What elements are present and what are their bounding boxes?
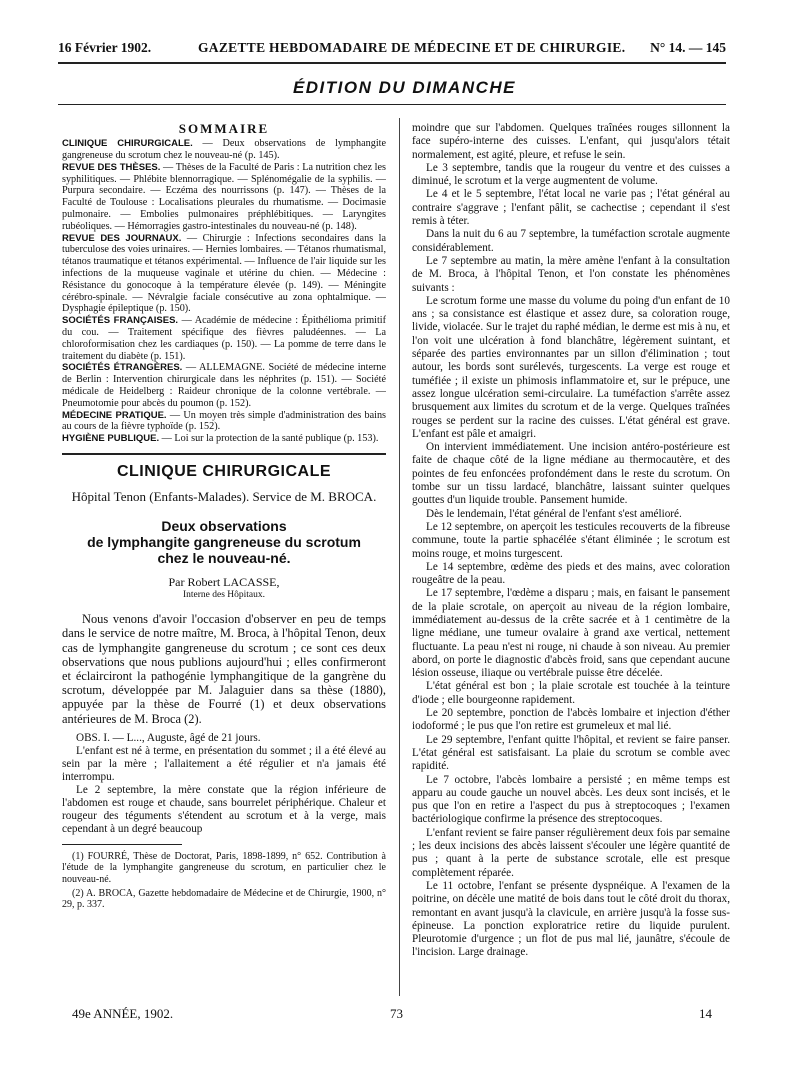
sommaire-entry: SOCIÉTÉS FRANÇAISES. — Académie de médecine : Épithélioma primitif du cou. — Traitement spécifique des fièvres paludéennes. — La chloroformisation chez les cardiaques (p. 150). — La pomme de terre dans le traitement du diabète (p. 151). — [62, 315, 387, 362]
footer-sheet: 14 — [699, 1006, 712, 1021]
article-title: Deux observations de lymphangite gangreneuse du scrotum chez le nouveau-né. — [87, 517, 361, 566]
sommaire-entry: MÉDECINE PRATIQUE. — Un moyen très simple d'administration des bains au cours de la fièvre typhoïde (p. 152). — [62, 409, 387, 433]
body-paragraph: Le 20 septembre, ponction de l'abcès lombaire et injection d'éther iodoformé ; le pus que l'on retire est grumeleux et mal lié. — [412, 707, 730, 733]
body-paragraph: Le 3 septembre, tandis que la rougeur du ventre et des cuisses a diminué, le scrotum et la verge augmentent de volume. — [412, 161, 730, 188]
body-paragraph: L'état général est bon ; la plaie scrotale est touchée à la teinture d'iode ; elle bourgeonne rapidement. — [412, 680, 730, 706]
body-paragraph: L'enfant revient se faire panser régulièrement deux fois par semaine ; les deux incisions des abcès laissent s'écouler une légère quantité de pus ; quant à la perte de substance scrotale, elle est presque complètement réparée. — [412, 826, 730, 879]
edition-rule — [58, 104, 726, 105]
footnote: (1) FOURRÉ, Thèse de Doctorat, Paris, 1898-1899, n° 652. Contribution à l'étude de la lymphangite gangreneuse du scrotum, en particulier chez le nouveau-né. — [62, 850, 386, 886]
body-paragraph: moindre que sur l'abdomen. Quelques traînées rouges sillonnent la face supéro-interne des cuisses. L'enfant, qui jusqu'alors tétait normalement, est agité, pleure, et refuse le sein. — [412, 122, 730, 161]
header-number: N° 14. — 145 — [650, 40, 726, 55]
author-role: Interne des Hôpitaux. — [182, 589, 266, 600]
body-paragraph: Le 14 septembre, œdème des pieds et des mains, avec coloration rougeâtre de la peau. — [412, 560, 730, 587]
body-paragraph: Le 29 septembre, l'enfant quitte l'hôpital, et revient se faire panser. L'état général est satisfaisant. La plaie du scrotum se comble avec rapidité. — [412, 733, 730, 773]
header-rule — [58, 62, 726, 64]
article-author: Par Robert LACASSE, — [168, 574, 280, 589]
footnote: (2) A. BROCA, Gazette hebdomadaire de Médecine et de Chirurgie, 1900, n° 29, p. 337. — [62, 887, 386, 911]
running-header — [58, 40, 726, 58]
sommaire-entry: REVUE DES THÈSES. — Thèses de la Faculté de Paris : La nutrition chez les syphilitiques. — Phlébite blennorragique. — Splénomégalie de la syphilis. — Purpura secondaire. — Eczéma des nourrissons (p. 147). — Thèses de la Faculté de Toulouse : Localisations pleurales du rhumatisme. — Docimasie pulmonaire. — Embolies pulmonaires préphlébitiques. — Laryngites rubéoliques. — Hémorragies gastro-intestinales du nouveau-né (p. 148). — [62, 161, 386, 232]
observation-paragraph: L'enfant est né à terme, en présentation du sommet ; il a été élevé au sein par la mère ; l'allaitement a été régulier et n'a jamais été interrompu. — [62, 744, 386, 783]
sommaire-list — [62, 138, 386, 445]
body-paragraph: Le 4 et le 5 septembre, l'état local ne varie pas ; l'état général au contraire s'aggrave ; l'enfant pâlit, se cachectise ; cependant il s'est remis à téter. — [412, 188, 730, 228]
body-paragraph: Le 12 septembre, on aperçoit les testicules recouverts de la fibreuse commune, toute la partie sphacélée s'étant éliminée ; le scrotum est moins rouge, et moins turgescent. — [412, 520, 730, 560]
sommaire-entry: CLINIQUE CHIRURGICALE. — Deux observations de lymphangite gangreneuse du scrotum chez le nouveau-né (p. 145). — [62, 138, 387, 162]
body-paragraph: On intervient immédiatement. Une incision antéro-postérieure est faite de chaque côté de la ligne médiane au thermocautère, et des pointes de feu enfoncées profondément dans le reste du scrotum. On tombe sur un tissu lardacé, blanchâtre, laissant suinter quelques gouttes d'un liquide trouble. Pansement humide. — [412, 441, 730, 507]
body-paragraph: Dès le lendemain, l'état général de l'enfant s'est amélioré. — [426, 507, 682, 520]
sommaire-entry: SOCIÉTÉS ÉTRANGÈRES. — ALLEMAGNE. Société de médecine interne de Berlin : Intervention chirurgicale dans les néphrites (p. 151). — Société médicale de Heidelberg : Raideur chronique de la colonne vertébrale. — Pneumotomie pour abcès du poumon (p. 152). — [62, 362, 386, 409]
sommaire-entry: REVUE DES JOURNAUX. — Chirurgie : Infections secondaires dans la tuberculose des voies urinaires. — Hernies lombaires. — Tétanos rhumatismal, tétanos traumatique et tétanos expérimental. — Influence de l'air liquide sur les infections de la muqueuse vaginale et utérine du chien. — Médecine : Résistance du gonocoque à la température élevée (p. 149). — Méningite cérébro-spinale. — Névralgie faciale consécutive au zona ophtalmique. — Dysphagie épileptique (p. 150). — [62, 232, 386, 315]
column-divider — [399, 118, 400, 996]
body-paragraph: Le 17 septembre, l'œdème a disparu ; mais, en faisant le pansement de la plaie scrotale, on aperçoit au niveau de la région lombaire, immédiatement au-dessus de la crête sacrée et à 1 centimètre de la ligne médiane, une tumeur ovalaire à grand axe vertical, nettement fluctuante. La peau n'est ni rouge, ni chaude à son niveau. Au premier abord, on porte le diagnostic d'abcès froid, sans que cependant aucune lésion osseuse, iliaque ou vertébrale puisse être décelée. — [412, 587, 730, 680]
edition-banner: ÉDITION DU DIMANCHE — [292, 78, 516, 97]
header-journal: GAZETTE HEBDOMADAIRE DE MÉDECINE ET DE CHIRURGIE. — [198, 40, 626, 55]
header-date: 16 Février 1902. — [58, 40, 152, 55]
body-paragraph: Le 7 septembre au matin, la mère amène l'enfant à la consultation de M. Broca, à l'hôpital Tenon, et l'on constate les phénomènes suivants : — [412, 254, 730, 294]
footnotes — [62, 851, 386, 911]
body-paragraph: Dans la nuit du 6 au 7 septembre, la tuméfaction scrotale augmente considérablement. — [412, 228, 730, 254]
body-paragraph: Le 11 octobre, l'enfant se présente dyspnéique. A l'examen de la poitrine, on décèle une matité de bois dans tout le côté droit du thorax, remontant en avant jusqu'à la clavicule, en arrière jusqu'à la fosse sus-épineuse. La ponction exploratrice retire du liquide purulent. Pleurotomie d'urgence ; un flot de pus mal lié, jaunâtre, s'écoule de l'incision. Large drainage. — [412, 879, 730, 959]
sommaire-title: SOMMAIRE — [178, 121, 270, 136]
body-paragraph: Le scrotum forme une masse du volume du poing d'un enfant de 10 ans ; sa consistance est élastique et assez dure, sa coloration rouge, livide, violacée. Sur le trajet du raphé médian, le derme est mis à nu, et l'on voit une ulcération à fond blanchâtre, légèrement suintant, et séparée des parties environnantes par un sillon d'élimination ; tout autour, les bords sont surélevés, turgescents. La verge est rouge et tuméfiée ; il existe un phimosis inflammatoire et, sur le prépuce, une assez longue ulcération semi-circulaire. La tuméfaction s'arrête assez brusquement aux limites du scrotum et de la verge. Quelques traînées rouges se perdent sur la racine des cuisses. L'état général est grave. L'enfant est pâle et amaigri. — [412, 294, 730, 440]
section-title: CLINIQUE CHIRURGICALE — [116, 463, 332, 481]
right-column — [412, 122, 730, 960]
hospital-line: Hôpital Tenon (Enfants-Malades). Service de M. BROCA. — [71, 489, 377, 505]
observation-block — [62, 732, 386, 836]
article-intro: Nous venons d'avoir l'occasion d'observer en peu de temps dans le service de notre maître, M. Broca, à l'hôpital Tenon, deux cas de lymphangite gangreneuse du scrotum ; ce sont ces deux observations que nous publions aujourd'hui ; elles confirmeront et éclairciront la pathogénie lymphangitique de la gangrène du scrotum, développée par M. Jalaguier dans sa thèse (1880), appuyée par la thèse de Fourré (1) et deux observations antérieures de M. Broca (2). — [62, 612, 386, 726]
body-paragraph: Le 7 octobre, l'abcès lombaire a persisté ; en même temps est apparu au coude gauche un nouvel abcès. Les deux sont incisés, et le pus que l'on en retire a l'aspect du pus à streptocoques ; l'examen bactériologique confirme la présence des streptocoques. — [412, 773, 730, 826]
sommaire-entry: HYGIÈNE PUBLIQUE. — Loi sur la protection de la santé publique (p. 153). — [62, 433, 379, 445]
footer-page-mark: 73 — [390, 1006, 403, 1021]
footnote-rule — [62, 844, 182, 845]
section-separator — [62, 453, 386, 455]
observation-paragraph: Le 2 septembre, la mère constate que la région inférieure de l'abdomen est rouge et chaude, sans bourrelet périphérique. Chaleur et rougeur des téguments s'étendent au scrotum et à la verge, mais cependant à un degré beaucoup — [62, 783, 386, 835]
left-column — [62, 120, 386, 913]
observation-heading: OBS. I. — L..., Auguste, âgé de 21 jours. — [76, 731, 261, 744]
footer-year: 49e ANNÉE, 1902. — [72, 1006, 174, 1021]
